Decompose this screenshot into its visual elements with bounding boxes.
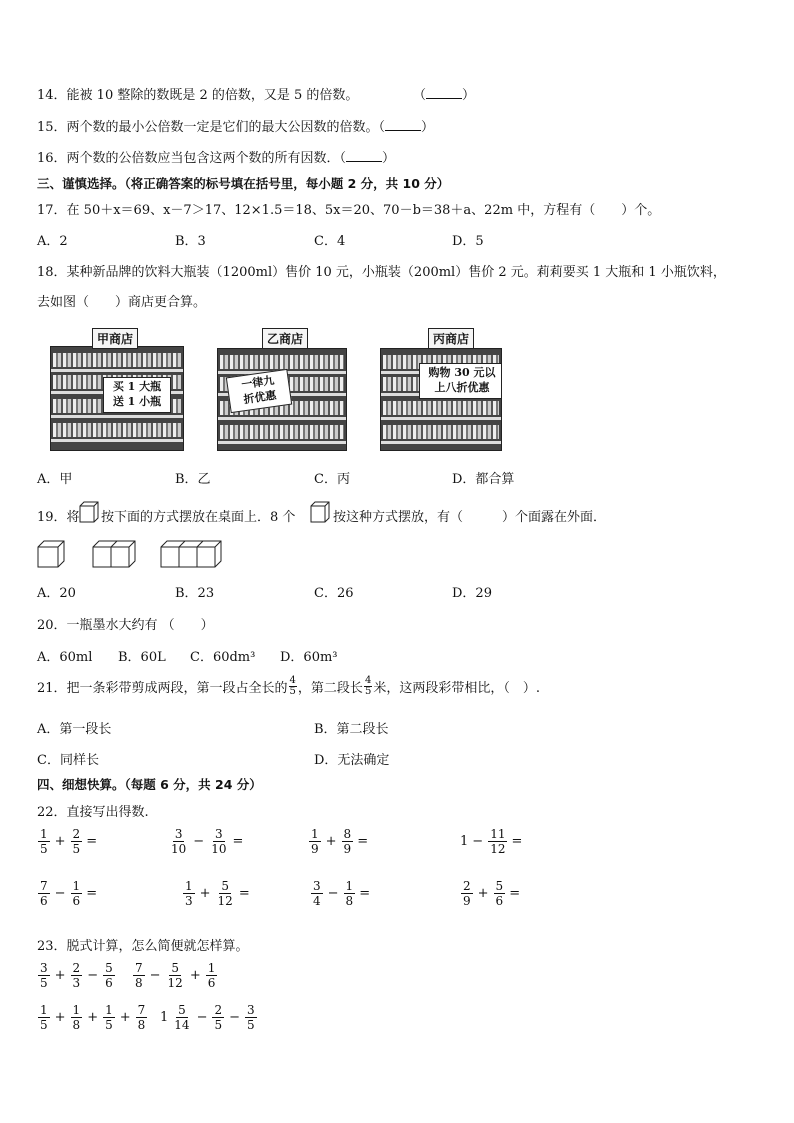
shop-yi-sign: 一律九 折优惠 — [226, 369, 292, 413]
shop-yi-title: 乙商店 — [262, 328, 308, 349]
question-18-line2: 去如图（ ）商店更合算。 — [37, 295, 207, 310]
q18-option-a[interactable]: A．甲 — [37, 472, 73, 487]
question-16: 16．两个数的公倍数应当包含这两个数的所有因数．（ ） — [37, 151, 396, 166]
q20-option-c[interactable]: C．60dm³ — [190, 650, 256, 665]
q22-item-7: $\frac{3}{4}$ − $\frac{1}{8}$ = — [313, 879, 371, 908]
q23-expression-3: $\frac{1}{5}$ + $\frac{1}{8}$ + $\frac{1}{5}$ + $\frac{7}{8}$ — [40, 1003, 146, 1032]
q21-option-d[interactable]: D．无法确定 — [314, 753, 390, 768]
question-19-part2: 按下面的方式摆放在桌面上．8 个 — [101, 510, 296, 525]
shop-bing-title: 丙商店 — [428, 328, 474, 349]
section-4-heading: 四、细想快算。（每题 6 分，共 24 分） — [37, 777, 262, 792]
q17-option-d[interactable]: D．5 — [452, 234, 484, 249]
shop-jia-title: 甲商店 — [92, 328, 138, 349]
question-14-text: 14．能被 10 整除的数既是 2 的倍数，又是 5 的倍数。 — [37, 88, 359, 103]
question-21: 21．把一条彩带剪成两段，第一段占全长的 $\frac{4}{5}$ ，第二段长 $\frac{4}{5}$ 米，这两段彩带相比，（ ）. — [37, 675, 540, 697]
q22-item-6: $\frac{1}{3}$ + $\frac{5}{12}$ = — [185, 879, 250, 908]
fraction: $\frac{4}{5}$ — [364, 675, 372, 697]
question-19-part3: 按这种方式摆放，有（ ）个面露在外面． — [333, 510, 607, 525]
question-22-text: 22．直接写出得数. — [37, 805, 149, 820]
shop-jia-image — [50, 346, 184, 451]
two-cube-arrangement — [92, 540, 136, 568]
q21-option-c[interactable]: C．同样长 — [37, 753, 99, 768]
question-16-text: 16．两个数的公倍数应当包含这两个数的所有因数．（ — [37, 151, 347, 166]
shop-bing-image — [380, 348, 502, 451]
q19-option-b[interactable]: B．23 — [175, 586, 215, 601]
q22-item-1: $\frac{1}{5}$ + $\frac{2}{5}$ = — [40, 827, 98, 856]
q17-option-b[interactable]: B．3 — [175, 234, 206, 249]
q23-expression-1: $\frac{3}{5}$ + $\frac{2}{3}$ − $\frac{5}{6}$ — [40, 961, 113, 990]
question-15-answer-blank[interactable] — [385, 118, 421, 131]
q18-option-b[interactable]: B．乙 — [175, 472, 211, 487]
q21-option-b[interactable]: B．第二段长 — [314, 722, 389, 737]
one-cube-arrangement — [37, 540, 65, 568]
q18-option-c[interactable]: C．丙 — [314, 472, 350, 487]
question-19-part1: 19．将 — [37, 510, 80, 525]
question-14 — [37, 84, 358, 103]
question-15-text: 15．两个数的最小公倍数一定是它们的最大公因数的倍数。（ — [37, 120, 386, 135]
q17-option-c[interactable]: C．4 — [314, 234, 346, 249]
q22-item-5: $\frac{7}{6}$ − $\frac{1}{6}$ = — [40, 879, 98, 908]
question-18-line1: 18．某种新品牌的饮料大瓶装（1200ml）售价 10 元，小瓶装（200ml）售价 2 元。莉莉要买 1 大瓶和 1 小瓶饮料， — [37, 265, 726, 280]
q23-expression-2: $\frac{7}{8}$ − $\frac{5}{12}$ + $\frac{1}{6}$ — [135, 961, 216, 990]
q20-option-d[interactable]: D．60m³ — [280, 650, 338, 665]
cube-icon — [78, 500, 100, 524]
q22-item-2: $\frac{3}{10}$ − $\frac{3}{10}$ = — [171, 827, 244, 856]
q22-item-3: $\frac{1}{9}$ + $\frac{8}{9}$ = — [311, 827, 369, 856]
q18-option-d[interactable]: D．都合算 — [452, 472, 515, 487]
question-20-text: 20．一瓶墨水大约有 （ ） — [37, 618, 214, 633]
question-15: 15．两个数的最小公倍数一定是它们的最大公因数的倍数。（ ） — [37, 120, 435, 135]
q19-option-d[interactable]: D．29 — [452, 586, 492, 601]
q17-option-a[interactable]: A．2 — [37, 234, 68, 249]
q19-option-a[interactable]: A．20 — [37, 586, 76, 601]
shop-jia-sign: 买 1 大瓶 送 1 小瓶 — [103, 377, 171, 413]
q23-expression-4: 1 $\frac{5}{14}$ − $\frac{2}{5}$ − $\frac{3}{5}$ — [160, 1003, 255, 1032]
shop-yi-image — [217, 348, 347, 451]
q22-item-8: $\frac{2}{9}$ + $\frac{5}{6}$ = — [463, 879, 521, 908]
q21-option-a[interactable]: A．第一段长 — [37, 722, 112, 737]
question-23-text: 23．脱式计算，怎么简便就怎样算。 — [37, 939, 249, 954]
cube-icon — [309, 500, 331, 524]
q20-option-a[interactable]: A．60ml — [37, 650, 93, 665]
section-3-heading: 三、谨慎选择。（将正确答案的标号填在括号里，每小题 2 分，共 10 分） — [37, 176, 450, 191]
question-14-answer-blank[interactable]: （ ） — [413, 88, 476, 103]
q20-option-b[interactable]: B．60L — [118, 650, 166, 665]
q22-item-4: 1 − $\frac{11}{12}$ = — [460, 827, 523, 856]
question-17-text: 17．在 50＋x＝69、x－7＞17、12×1.5＝18、5x＝20、70－b＝38＋a、22m 中，方程有（ ）个。 — [37, 203, 661, 218]
fraction: $\frac{4}{5}$ — [289, 675, 296, 697]
question-16-answer-blank[interactable] — [346, 149, 382, 162]
shop-bing-sign: 购物 30 元以 上八折优惠 — [419, 363, 502, 399]
q19-option-c[interactable]: C．26 — [314, 586, 354, 601]
three-cube-arrangement — [160, 540, 222, 568]
